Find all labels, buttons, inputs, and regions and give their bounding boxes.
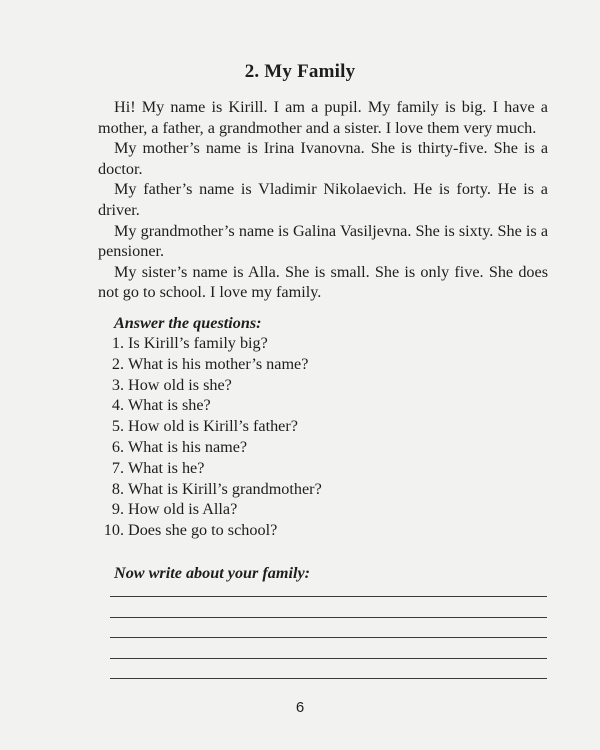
page-title: 2. My Family — [244, 61, 356, 82]
writing-line[interactable] — [110, 596, 547, 597]
writing-lines[interactable] — [110, 596, 547, 699]
question-number: 10. — [103, 521, 124, 540]
question-number: 4. — [111, 396, 124, 415]
paragraph-grandmother: My grandmother’s name is Galina Vasiljevna. She is sixty. She is a pensioner. — [98, 221, 548, 261]
writing-line[interactable] — [110, 617, 547, 618]
question-number: 5. — [111, 417, 124, 436]
question-number: 6. — [111, 437, 124, 456]
question-item — [98, 333, 538, 354]
question-item — [98, 395, 538, 416]
answer-questions-heading: Answer the questions: — [114, 314, 262, 332]
paragraph-mother: My mother’s name is Irina Ivanovna. She is thirty-five. She is a doctor. — [98, 139, 548, 178]
question-number: 9. — [111, 500, 124, 519]
question-number: 8. — [111, 479, 124, 498]
question-item — [98, 375, 538, 396]
question-text: What is she? — [128, 396, 211, 415]
paragraph-sister: My sister’s name is Alla. She is small. She is only five. She does not go to school. I love my family. — [98, 262, 548, 302]
question-item — [98, 416, 538, 437]
question-number: 3. — [111, 375, 124, 394]
page-number: 6 — [295, 699, 305, 716]
question-text: How old is Kirill’s father? — [128, 417, 298, 436]
writing-line[interactable] — [110, 658, 547, 659]
question-item — [98, 458, 538, 479]
writing-line[interactable] — [110, 637, 547, 638]
question-text: Does she go to school? — [128, 521, 278, 540]
question-item — [98, 520, 538, 541]
question-number: 2. — [111, 354, 124, 373]
writing-line[interactable] — [110, 678, 547, 679]
question-number: 7. — [111, 458, 124, 477]
question-item — [98, 354, 538, 375]
question-item — [98, 499, 538, 520]
question-text: What is he? — [128, 458, 205, 477]
question-text: What is Kirill’s grandmother? — [128, 479, 322, 498]
question-item — [98, 479, 538, 500]
story-text — [98, 97, 548, 303]
question-text: Is Kirill’s family big? — [128, 334, 268, 352]
question-text: What is his name? — [128, 437, 248, 456]
paragraph-father: My father’s name is Vladimir Nikolaevich. He is forty. He is a driver. — [98, 180, 548, 219]
questions-list — [98, 333, 538, 541]
paragraph-intro: Hi! My name is Kirill. I am a pupil. My family is big. I have a mother, a father, a grandmother and a sister. I love them very much. — [98, 98, 548, 137]
question-text: How old is she? — [128, 375, 232, 394]
question-item — [98, 437, 538, 458]
question-number: 1. — [111, 334, 124, 352]
question-text: How old is Alla? — [128, 500, 238, 519]
write-about-family-heading: Now write about your family: — [114, 564, 311, 582]
question-text: What is his mother’s name? — [128, 354, 309, 373]
